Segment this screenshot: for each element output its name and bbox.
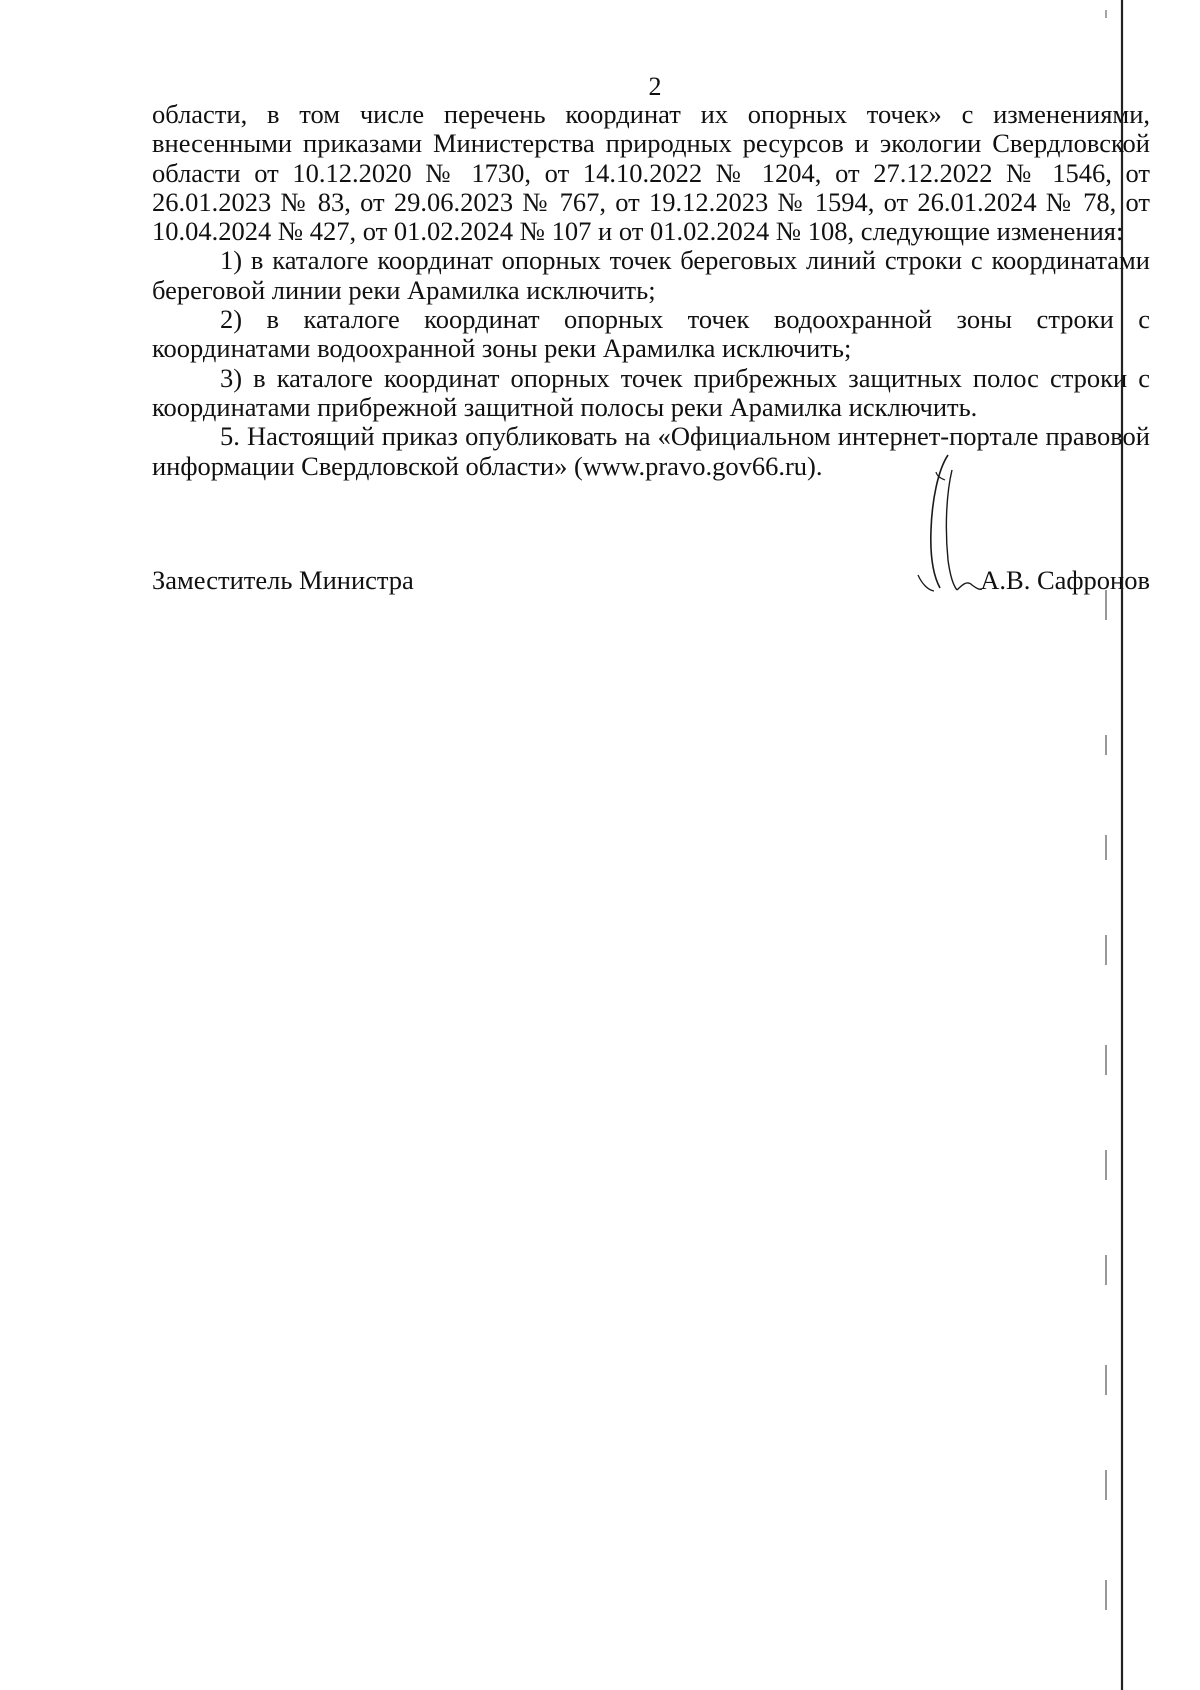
list-item: 1) в каталоге координат опорных точек береговых линий строки с координатами береговой линии реки Арамилка исключить; <box>152 245 1150 305</box>
signatory-name: А.В. Сафронов <box>980 565 1150 595</box>
list-item: 3) в каталоге координат опорных точек прибрежных защитных полос строки с координатами прибрежной защитной полосы реки Арамилка исключить. <box>152 362 1150 422</box>
signature-block <box>152 565 1150 605</box>
signatory-position: Заместитель Министра <box>152 565 414 595</box>
page-number: 2 <box>648 72 662 101</box>
intro-paragraph: области, в том числе перечень координат их опорных точек» с изменениями, внесенными приказами Министерства природных ресурсов и экологии Свердловской области от 10.12.2020 № 1730, от 14.10.2022 № 1204, от 27.12.2022 № 1546, от 26.01.2023 № 83, от 29.06.2023 № 767, от 19.12.2023 № 1594, от 26.01.2024 № 78, от 10.04.2024 № 427, от 01.02.2024 № 107 и от 01.02.2024 № 108, следующие изменения: <box>152 99 1150 247</box>
document-body <box>152 100 1150 481</box>
publication-paragraph: 5. Настоящий приказ опубликовать на «Официальном интернет-портале правовой информации Свердловской области» (www.pravo.gov66.ru). <box>152 421 1150 481</box>
list-item: 2) в каталоге координат опорных точек водоохранной зоны строки с координатами водоохранной зоны реки Арамилка исключить; <box>152 304 1150 364</box>
